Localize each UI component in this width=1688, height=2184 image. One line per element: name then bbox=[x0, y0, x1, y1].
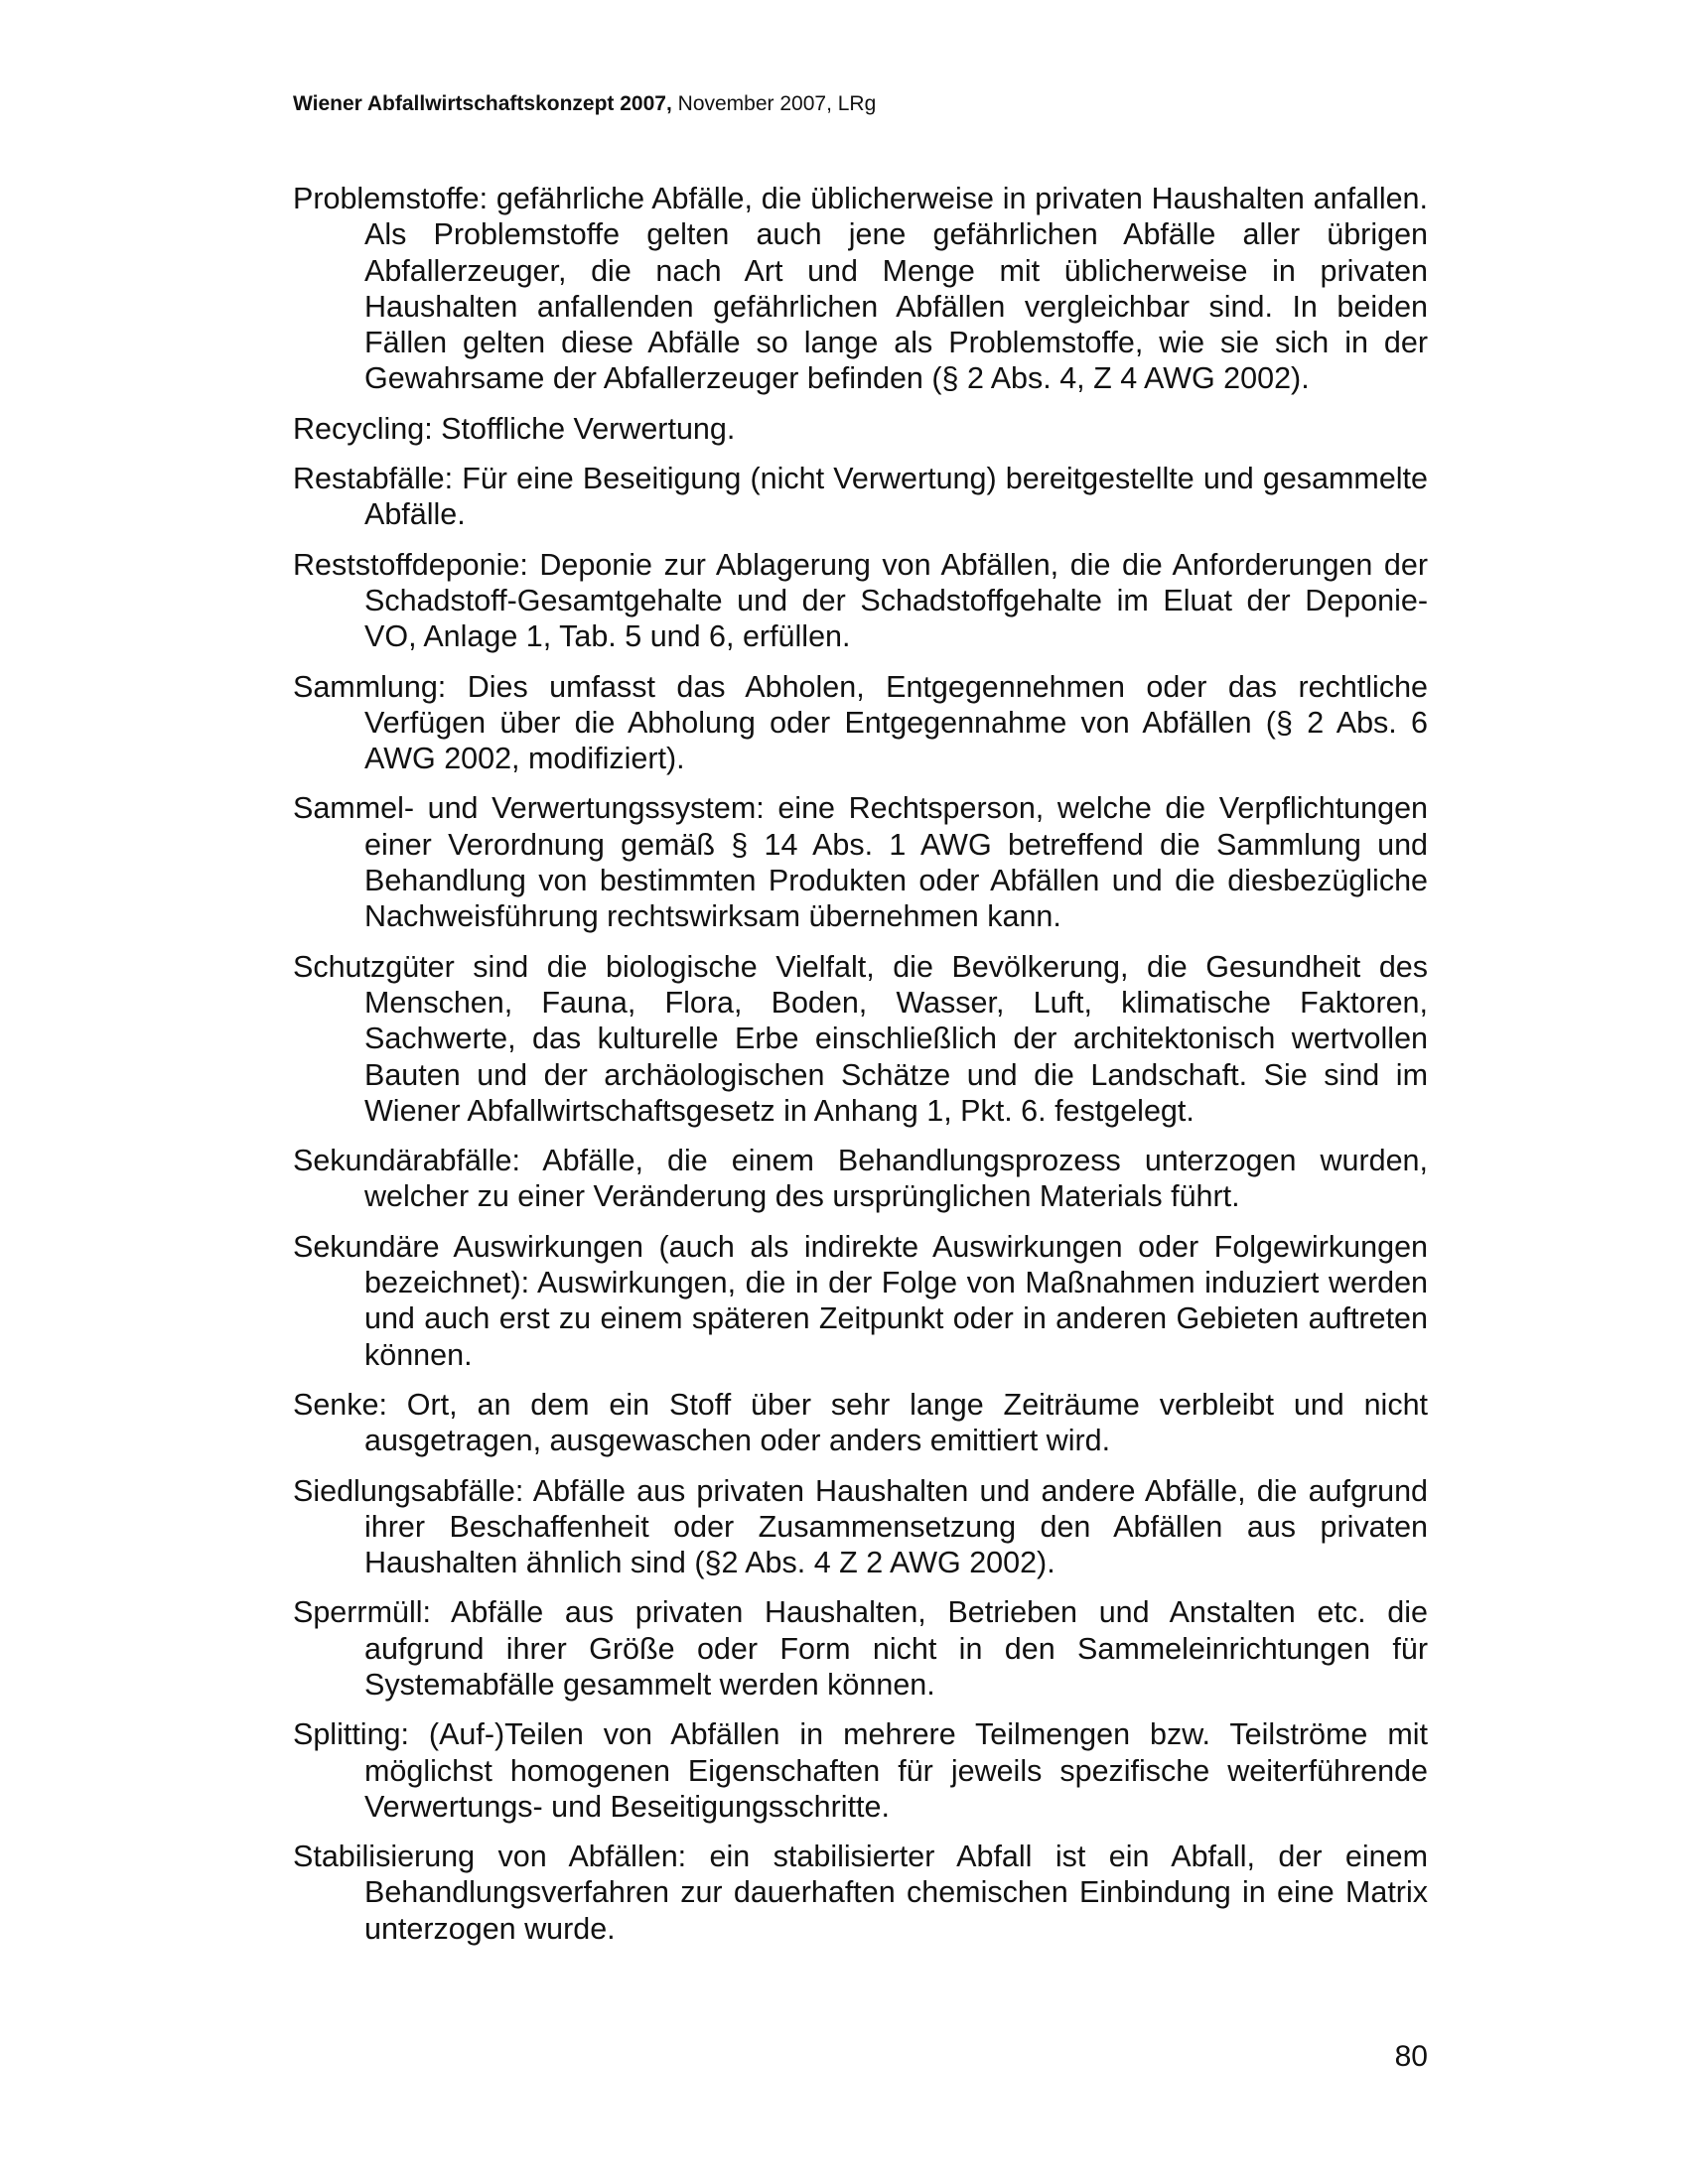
glossary-entry-sekundaerabfaelle: Sekundärabfälle: Abfälle, die einem Behandlungsprozess unterzogen wurden, welcher zu einer Veränderung des ursprünglichen Materials führt. bbox=[293, 1144, 1428, 1214]
header-title: Wiener Abfallwirtschaftskonzept 2007, bbox=[293, 92, 672, 115]
glossary-entry-restabfaelle: Restabfälle: Für eine Beseitigung (nicht Verwertung) bereitgestellte und gesammelte Abfälle. bbox=[293, 462, 1428, 532]
glossary-entry-sperrmuell: Sperrmüll: Abfälle aus privaten Haushalten, Betrieben und Anstalten etc. die aufgrund ihrer Größe oder Form nicht in den Sammeleinrichtungen für Systemabfälle gesammelt werden können. bbox=[293, 1595, 1428, 1702]
glossary-entry-stabilisierung: Stabilisierung von Abfällen: ein stabilisierter Abfall ist ein Abfall, der einem Behandlungsverfahren zur dauerhaften chemischen Einbindung in eine Matrix unterzogen wurde. bbox=[293, 1840, 1428, 1946]
glossary-entry-reststoffdeponie: Reststoffdeponie: Deponie zur Ablagerung von Abfällen, die die Anforderungen der Schadstoff-Gesamtgehalte und der Schadstoffgehalte im Eluat der Deponie-VO, Anlage 1, Tab. 5 und 6, erfüllen. bbox=[293, 547, 1428, 654]
running-header bbox=[293, 91, 876, 117]
glossary-entry-problemstoffe: Problemstoffe: gefährliche Abfälle, die üblicherweise in privaten Haushalten anfallen. Als Problemstoffe gelten auch jene gefährlichen Abfälle aller übrigen Abfallerzeuger, die nach Art und Menge mit üblicherweise in privaten Haushalten anfallenden gefährlichen Abfällen vergleichbar sind. In beiden Fällen gelten diese Abfälle so lange als Problemstoffe, wie sie sich in der Gewahrsame der Abfallerzeuger befinden (§ 2 Abs. 4, Z 4 AWG 2002). bbox=[293, 182, 1428, 396]
glossary-entry-splitting: Splitting: (Auf-)Teilen von Abfällen in mehrere Teilmengen bzw. Teilströme mit möglichst homogenen Eigenschaften für jeweils spezifische weiterführende Verwertungs- und Beseitigungsschritte. bbox=[293, 1717, 1428, 1824]
glossary-entry-sammel-und-verwertungssystem: Sammel- und Verwertungssystem: eine Rechtsperson, welche die Verpflichtungen einer Verordnung gemäß § 14 Abs. 1 AWG betreffend die Sammlung und Behandlung von bestimmten Produkten oder Abfällen und die diesbezügliche Nachweisführung rechtswirksam übernehmen kann. bbox=[293, 791, 1428, 934]
glossary-entry-siedlungsabfaelle: Siedlungsabfälle: Abfälle aus privaten Haushalten und andere Abfälle, die aufgrund ihrer Beschaffenheit oder Zusammensetzung den Abfällen aus privaten Haushalten ähnlich sind (§2 Abs. 4 Z 2 AWG 2002). bbox=[293, 1473, 1428, 1580]
header-subtitle: November 2007, LRg bbox=[671, 92, 877, 115]
glossary-entry-schutzgueter: Schutzgüter sind die biologische Vielfalt, die Bevölkerung, die Gesundheit des Menschen, Fauna, Flora, Boden, Wasser, Luft, klimatische Faktoren, Sachwerte, das kulturelle Erbe einschließlich der architektonisch wertvollen Bauten und der archäologischen Schätze und die Landschaft. Sie sind im Wiener Abfallwirtschaftsgesetz in Anhang 1, Pkt. 6. festgelegt. bbox=[293, 949, 1428, 1128]
glossary-entry-recycling: Recycling: Stoffliche Verwertung. bbox=[293, 411, 736, 446]
glossary-entry-sekundaere-auswirkungen: Sekundäre Auswirkungen (auch als indirekte Auswirkungen oder Folgewirkungen bezeichnet): Auswirkungen, die in der Folge von Maßnahmen induziert werden und auch erst zu einem späteren Zeitpunkt oder in anderen Gebieten auftreten können. bbox=[293, 1229, 1428, 1372]
page-number: 80 bbox=[1394, 2040, 1428, 2073]
glossary-entry-senke: Senke: Ort, an dem ein Stoff über sehr lange Zeiträume verbleibt und nicht ausgetragen, ausgewaschen oder anders emittiert wird. bbox=[293, 1387, 1428, 1458]
glossary-entry-sammlung: Sammlung: Dies umfasst das Abholen, Entgegennehmen oder das rechtliche Verfügen über die Abholung oder Entgegennahme von Abfällen (§ 2 Abs. 6 AWG 2002, modifiziert). bbox=[293, 669, 1428, 776]
glossary-entries bbox=[293, 181, 1428, 1961]
